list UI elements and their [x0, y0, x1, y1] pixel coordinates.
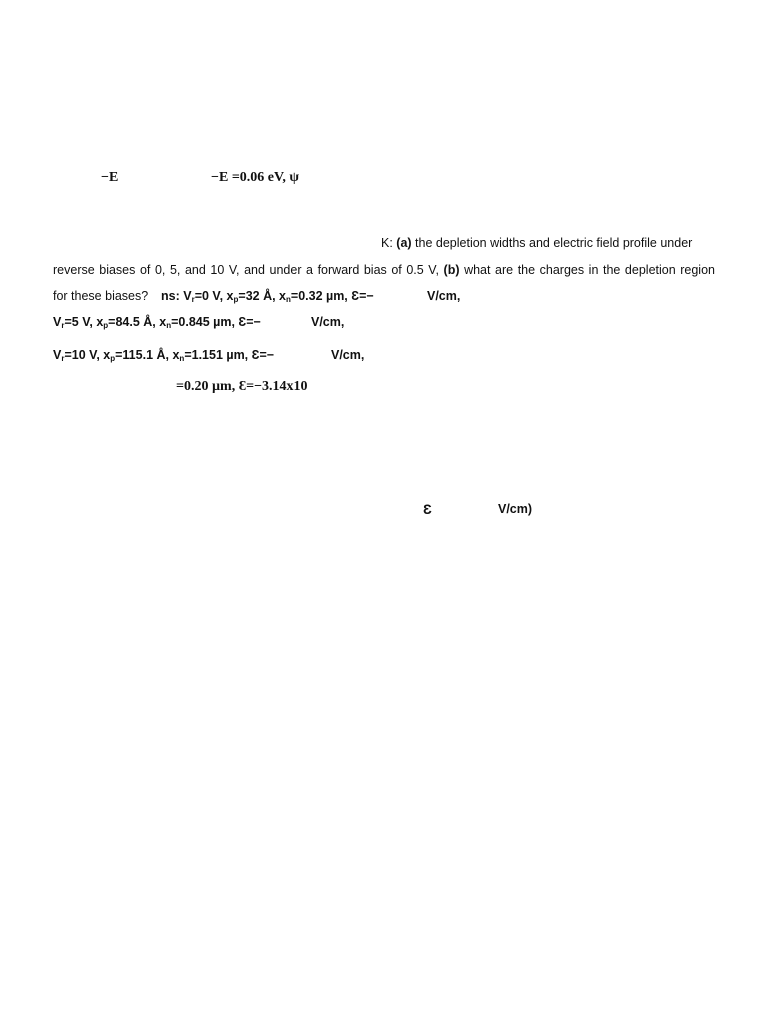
subscript-n: n — [286, 295, 291, 304]
solution-0v-unit: V/cm, — [427, 289, 461, 303]
solution-10v — [53, 349, 274, 362]
solution-5v — [53, 316, 261, 329]
problem-line-3: for these biases? — [53, 289, 149, 303]
part-a-label: (a) — [396, 236, 412, 250]
problem-prefix: K: — [381, 236, 397, 250]
solution-0v-xp: =32 Å, x — [238, 289, 286, 303]
solution-5v-xn-field: =0.845 µm, Ɛ=− — [171, 315, 261, 329]
subscript-r: r — [61, 321, 65, 330]
solution-10v-unit: V/cm, — [331, 348, 365, 362]
subscript-p: p — [110, 354, 116, 363]
subscript-r: r — [191, 295, 195, 304]
subscript-n: n — [166, 321, 172, 330]
solution-10v-bias: =10 V, x — [64, 348, 111, 362]
solution-0v-lead: ns: V — [161, 289, 192, 303]
field-unit-label: V/cm) — [498, 502, 533, 516]
part-b-label: (b) — [443, 263, 460, 277]
problem-line-2-tail: what are the charges in the depletion region — [459, 263, 715, 277]
forward-bias-result: =0.20 µm, Ɛ=−3.14x10 — [176, 379, 308, 394]
subscript-p: p — [103, 321, 109, 330]
equation-fragment-energy: −E =0.06 eV, ψ — [211, 170, 299, 185]
solution-10v-xn-field: =1.151 µm, Ɛ=− — [184, 348, 275, 362]
solution-0v-bias: =0 V, x — [194, 289, 234, 303]
solution-5v-lead: V — [53, 315, 62, 329]
subscript-r: r — [61, 354, 65, 363]
problem-line-1-text: the depletion widths and electric field profile under — [411, 236, 693, 250]
solution-10v-lead: V — [53, 348, 62, 362]
solution-0v-xn-field: =0.32 µm, Ɛ=− — [290, 289, 374, 303]
problem-line-1 — [381, 237, 692, 250]
problem-line-2-text: reverse biases of 0, 5, and 10 V, and under a forward bias of 0.5 V, — [53, 263, 444, 277]
equation-fragment-e: −E — [101, 170, 119, 185]
solution-5v-unit: V/cm, — [311, 315, 345, 329]
solution-5v-bias: =5 V, x — [64, 315, 104, 329]
field-symbol: Ɛ — [423, 501, 432, 517]
solution-5v-xp: =84.5 Å, x — [108, 315, 167, 329]
solution-0v — [161, 290, 374, 303]
subscript-n: n — [179, 354, 185, 363]
solution-10v-xp: =115.1 Å, x — [115, 348, 180, 362]
problem-line-2 — [53, 264, 715, 277]
subscript-p: p — [233, 295, 239, 304]
